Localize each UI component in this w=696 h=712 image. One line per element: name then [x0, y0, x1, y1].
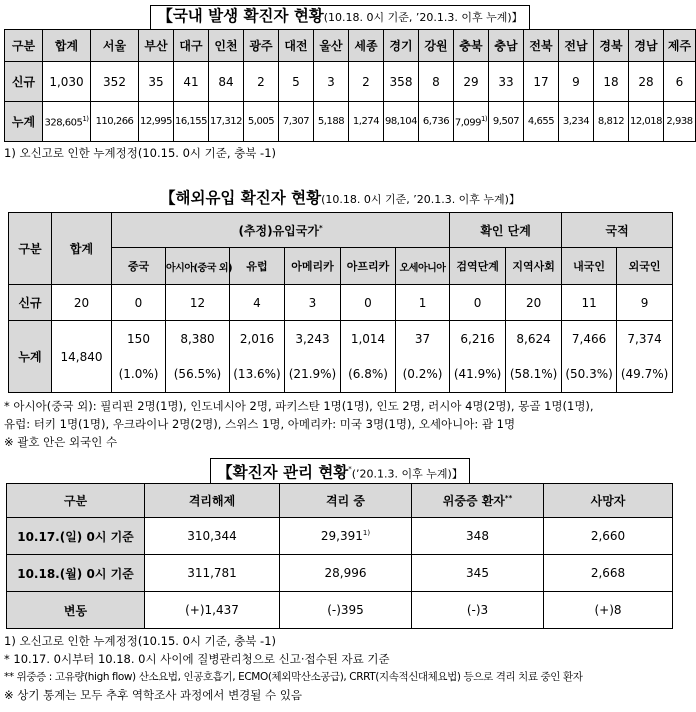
- subheader: 지역사회: [506, 248, 562, 285]
- cell: [43, 102, 91, 142]
- management-header: 격리해제: [145, 484, 280, 518]
- management-title-sub: (’20.1.3. 이후 누계)】: [351, 467, 463, 481]
- domestic-header: 경기: [384, 30, 419, 62]
- cell: 3: [314, 62, 349, 102]
- domestic-footnote: 1) 오신고로 인한 누계정정(10.15. 0시 기준, 충북 -1): [4, 146, 277, 160]
- cell: 348: [412, 518, 544, 555]
- cell: 5: [279, 62, 314, 102]
- subheader: 아메리카: [285, 248, 341, 285]
- cell-value: 29,391: [320, 529, 363, 543]
- management-header: 사망자: [544, 484, 673, 518]
- overseas-header-gubun: 구분: [9, 213, 52, 285]
- overseas-footnote-3: ※ 괄호 안은 외국인 수: [4, 435, 118, 449]
- cell: 2,668: [544, 555, 673, 592]
- subheader: 오세아니아: [396, 248, 450, 285]
- domestic-header: 경남: [629, 30, 664, 62]
- overseas-header-total: 합계: [52, 213, 112, 285]
- cell: 9: [617, 285, 673, 321]
- cell: 6: [664, 62, 696, 102]
- cell: 2: [349, 62, 384, 102]
- management-table: [6, 483, 673, 629]
- domestic-header: 제주: [664, 30, 696, 62]
- cell: 29: [454, 62, 489, 102]
- domestic-header: 합계: [43, 30, 91, 62]
- cell: 358: [384, 62, 419, 102]
- domestic-header: 광주: [244, 30, 279, 62]
- domestic-header: 서울: [91, 30, 139, 62]
- domestic-cum-row: [5, 102, 696, 142]
- cell: (+)1,437: [145, 592, 280, 629]
- subheader: 중국: [112, 248, 166, 285]
- cell: (41.9%): [450, 357, 506, 393]
- row-label: 변동: [7, 592, 145, 629]
- overseas-header-row1: [9, 213, 673, 248]
- row-label: 10.18.(월) 0시 기준: [7, 555, 145, 592]
- domestic-header: 경북: [594, 30, 629, 62]
- cell-value: 328,605: [44, 117, 83, 129]
- cell: 6,736: [419, 102, 454, 142]
- domestic-title: [0, 5, 680, 30]
- domestic-title-main: 【국내 발생 확진자 현황: [157, 7, 324, 25]
- management-header: 격리 중: [280, 484, 412, 518]
- cell: (-)3: [412, 592, 544, 629]
- cell: [280, 518, 412, 555]
- cell: 33: [489, 62, 524, 102]
- overseas-header-stage: 확인 단계: [450, 213, 562, 248]
- cell: 12,018: [629, 102, 664, 142]
- cell: 5,188: [314, 102, 349, 142]
- cell: 4: [230, 285, 285, 321]
- cell: 9: [559, 62, 594, 102]
- cell: 2: [244, 62, 279, 102]
- cell: 98,104: [384, 102, 419, 142]
- footnote-mark: *: [318, 223, 323, 232]
- management-footnote-2: * 10.17. 0시부터 10.18. 0시 사이에 질병관리청으로 신고·접수된 자료 기준: [4, 652, 390, 666]
- row-label: 10.17.(일) 0시 기준: [7, 518, 145, 555]
- domestic-header: 충남: [489, 30, 524, 62]
- cell: 12: [166, 285, 230, 321]
- overseas-title-main: 【해외유입 확진자 현황: [160, 189, 322, 207]
- overseas-table: [8, 212, 673, 393]
- cell: 3,243: [285, 321, 341, 357]
- row-label: 신규: [9, 285, 52, 321]
- domestic-header: 울산: [314, 30, 349, 62]
- management-footnote-1: 1) 오신고로 인한 누계정정(10.15. 0시 기준, 충북 -1): [4, 634, 277, 648]
- cell: 1,274: [349, 102, 384, 142]
- subheader: 검역단계: [450, 248, 506, 285]
- cell: 0: [450, 285, 506, 321]
- row-label: 누계: [5, 102, 43, 142]
- cell: 0: [341, 285, 396, 321]
- management-footnote-3: ** 위중증 : 고유량(high flow) 산소요법, 인공호흡기, ECMO(체외막산소공급), CRRT(지속적신대체요법) 등으로 격리 치료 중인 환자: [4, 671, 583, 683]
- subheader: 아프리카: [341, 248, 396, 285]
- cell: 1: [396, 285, 450, 321]
- cell: 8,380: [166, 321, 230, 357]
- cell: 9,507: [489, 102, 524, 142]
- domestic-header: 인천: [209, 30, 244, 62]
- management-header: [412, 484, 544, 518]
- cell: 2,016: [230, 321, 285, 357]
- management-footnote-4: ※ 상기 통계는 모두 추후 역학조사 과정에서 변경될 수 있음: [4, 688, 303, 702]
- overseas-title: [0, 186, 680, 208]
- management-row: [7, 555, 673, 592]
- cell: 6,216: [450, 321, 506, 357]
- overseas-header-nation: 국적: [562, 213, 673, 248]
- cell: 28,996: [280, 555, 412, 592]
- cell: 150: [112, 321, 166, 357]
- cell: 20: [506, 285, 562, 321]
- cell: 2,660: [544, 518, 673, 555]
- header-text: (추정)유입국가: [238, 223, 319, 238]
- cell: 0: [112, 285, 166, 321]
- cell: (50.3%): [562, 357, 617, 393]
- cell: (1.0%): [112, 357, 166, 393]
- overseas-new-row: [9, 285, 673, 321]
- overseas-header-country: [112, 213, 450, 248]
- cell: [454, 102, 489, 142]
- cell: 1,014: [341, 321, 396, 357]
- cell: 18: [594, 62, 629, 102]
- domestic-header: 충북: [454, 30, 489, 62]
- domestic-header: 부산: [139, 30, 174, 62]
- cell: 14,840: [52, 321, 112, 393]
- cell: 310,344: [145, 518, 280, 555]
- cell: 84: [209, 62, 244, 102]
- cell: 3,234: [559, 102, 594, 142]
- cell: 20: [52, 285, 112, 321]
- domestic-header: 전남: [559, 30, 594, 62]
- cell: 28: [629, 62, 664, 102]
- domestic-header: 강원: [419, 30, 454, 62]
- subheader: 유럽: [230, 248, 285, 285]
- cell: 37: [396, 321, 450, 357]
- cell: 11: [562, 285, 617, 321]
- cell: (+)8: [544, 592, 673, 629]
- management-change-row: [7, 592, 673, 629]
- domestic-header: 대구: [174, 30, 209, 62]
- cell: 5,005: [244, 102, 279, 142]
- cell: 12,995: [139, 102, 174, 142]
- footnote-mark: **: [504, 494, 513, 502]
- cell: (13.6%): [230, 357, 285, 393]
- cell: (-)395: [280, 592, 412, 629]
- domestic-header-row: [5, 30, 696, 62]
- cell: 1,030: [43, 62, 91, 102]
- cell: 3: [285, 285, 341, 321]
- domestic-header: 구분: [5, 30, 43, 62]
- footnote-mark: 1): [82, 114, 89, 123]
- overseas-cum-row: [9, 321, 673, 357]
- cell: (49.7%): [617, 357, 673, 393]
- footnote-mark: 1): [480, 114, 488, 123]
- cell: 2,938: [664, 102, 696, 142]
- cell: 7,307: [279, 102, 314, 142]
- management-title-main: 【확진자 관리 현황: [217, 463, 349, 482]
- cell: 41: [174, 62, 209, 102]
- cell: (58.1%): [506, 357, 562, 393]
- row-label: 신규: [5, 62, 43, 102]
- overseas-footnote-2: 유럽: 터키 1명(1명), 우크라이나 2명(2명), 스위스 1명, 아메리카: 미국 3명(1명), 오세아니아: 괌 1명: [4, 417, 516, 431]
- cell: 345: [412, 555, 544, 592]
- overseas-footnote-1: * 아시아(중국 외): 필리핀 2명(1명), 인도네시아 2명, 파키스탄 1명(1명), 인도 2명, 러시아 4명(2명), 몽골 1명(1명),: [4, 399, 594, 413]
- cell: (6.8%): [341, 357, 396, 393]
- domestic-table: [4, 29, 696, 142]
- management-header-row: [7, 484, 673, 518]
- management-row: [7, 518, 673, 555]
- management-header: 구분: [7, 484, 145, 518]
- subheader: 외국인: [617, 248, 673, 285]
- cell: 17: [524, 62, 559, 102]
- subheader: 내국인: [562, 248, 617, 285]
- cell: 352: [91, 62, 139, 102]
- cell: 16,155: [174, 102, 209, 142]
- cell: 8,812: [594, 102, 629, 142]
- domestic-header: 전북: [524, 30, 559, 62]
- header-text: 위중증 환자: [442, 494, 505, 508]
- cell: (0.2%): [396, 357, 450, 393]
- cell: 110,266: [91, 102, 139, 142]
- cell: 35: [139, 62, 174, 102]
- domestic-header: 세종: [349, 30, 384, 62]
- cell: (21.9%): [285, 357, 341, 393]
- cell: 7,374: [617, 321, 673, 357]
- cell: (56.5%): [166, 357, 230, 393]
- cell: 311,781: [145, 555, 280, 592]
- domestic-header: 대전: [279, 30, 314, 62]
- row-label: 누계: [9, 321, 52, 393]
- cell: 4,655: [524, 102, 559, 142]
- cell-value: 7,099: [454, 117, 481, 129]
- domestic-title-sub: (10.18. 0시 기준, ’20.1.3. 이후 누계)】: [323, 11, 523, 24]
- cell: 17,312: [209, 102, 244, 142]
- footnote-mark: *: [348, 465, 352, 473]
- cell: 8: [419, 62, 454, 102]
- overseas-title-sub: (10.18. 0시 기준, ’20.1.3. 이후 누계)】: [321, 193, 520, 206]
- domestic-new-row: [5, 62, 696, 102]
- subheader: 아시아(중국 외): [166, 248, 230, 285]
- footnote-mark: 1): [362, 529, 371, 537]
- cell: 7,466: [562, 321, 617, 357]
- cell: 8,624: [506, 321, 562, 357]
